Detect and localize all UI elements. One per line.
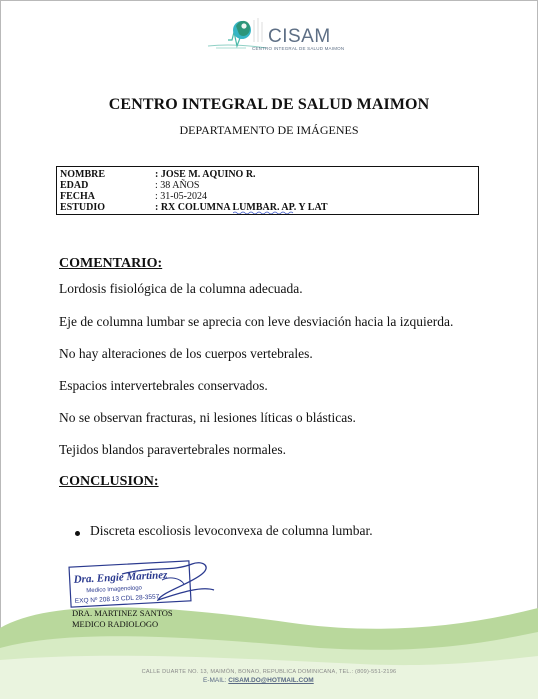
footer-email-link[interactable]: CISAM.DO@HOTMAIL.COM: [228, 677, 314, 684]
comment-line: Eje de columna lumbar se aprecia con leve desviación hacia la izquierda.: [59, 314, 454, 329]
info-value: : RX COLUMNA LUMBAR. AP. Y LAT: [155, 202, 328, 213]
info-value: : 38 AÑOS: [155, 180, 200, 191]
department-subtitle: DEPARTAMENTO DE IMÁGENES: [179, 123, 359, 137]
comment-line: No hay alteraciones de los cuerpos vertebrales.: [59, 346, 313, 361]
conclusion-item: Discreta escoliosis levoconvexa de columna lumbar.: [90, 523, 373, 538]
bullet-icon: [75, 531, 80, 536]
info-value: : 31-05-2024: [155, 191, 207, 202]
comment-line: No se observan fracturas, ni lesiones líticas o blásticas.: [59, 410, 356, 425]
comment-line: Espacios intervertebrales conservados.: [59, 378, 268, 393]
info-label: ESTUDIO: [60, 202, 106, 213]
logo-name: CISAM: [268, 26, 331, 47]
signer-name: DRA. MARTINEZ SANTOS: [72, 608, 173, 618]
stamp-exequatur: EXQ Nº 208 13 CDL 28-3557: [74, 593, 160, 605]
comment-line: Lordosis fisiológica de la columna adecuada.: [59, 281, 303, 296]
footer-email-label: E-MAIL:: [203, 677, 227, 684]
signer-role: MEDICO RADIOLOGO: [72, 619, 159, 629]
comment-line: Tejidos blandos paravertebrales normales.: [59, 442, 286, 457]
logo-tagline: CENTRO INTEGRAL DE SALUD MAIMON: [252, 46, 345, 51]
footer-address: CALLE DUARTE NO. 13, MAIMÓN, BONAO, REPUBLICA DOMINICANA, TEL.: (809)-551-2196: [141, 669, 397, 675]
patient-info-box: [56, 166, 479, 215]
stamp-name: Dra. Engie Martinez: [73, 569, 168, 586]
stamp-title: Medico Imagenologo: [86, 585, 143, 595]
page-title: CENTRO INTEGRAL DE SALUD MAIMON: [108, 96, 430, 113]
comment-heading: COMENTARIO:: [59, 256, 163, 271]
info-label: NOMBRE: [60, 169, 105, 180]
spellcheck-underline-icon: [233, 211, 295, 214]
footer-email-line: [203, 677, 314, 684]
signature-stamp: [62, 556, 222, 612]
info-label: FECHA: [60, 191, 95, 202]
conclusion-heading: CONCLUSION:: [59, 474, 159, 489]
info-label: EDAD: [60, 180, 89, 191]
info-value: : JOSE M. AQUINO R.: [155, 169, 256, 180]
